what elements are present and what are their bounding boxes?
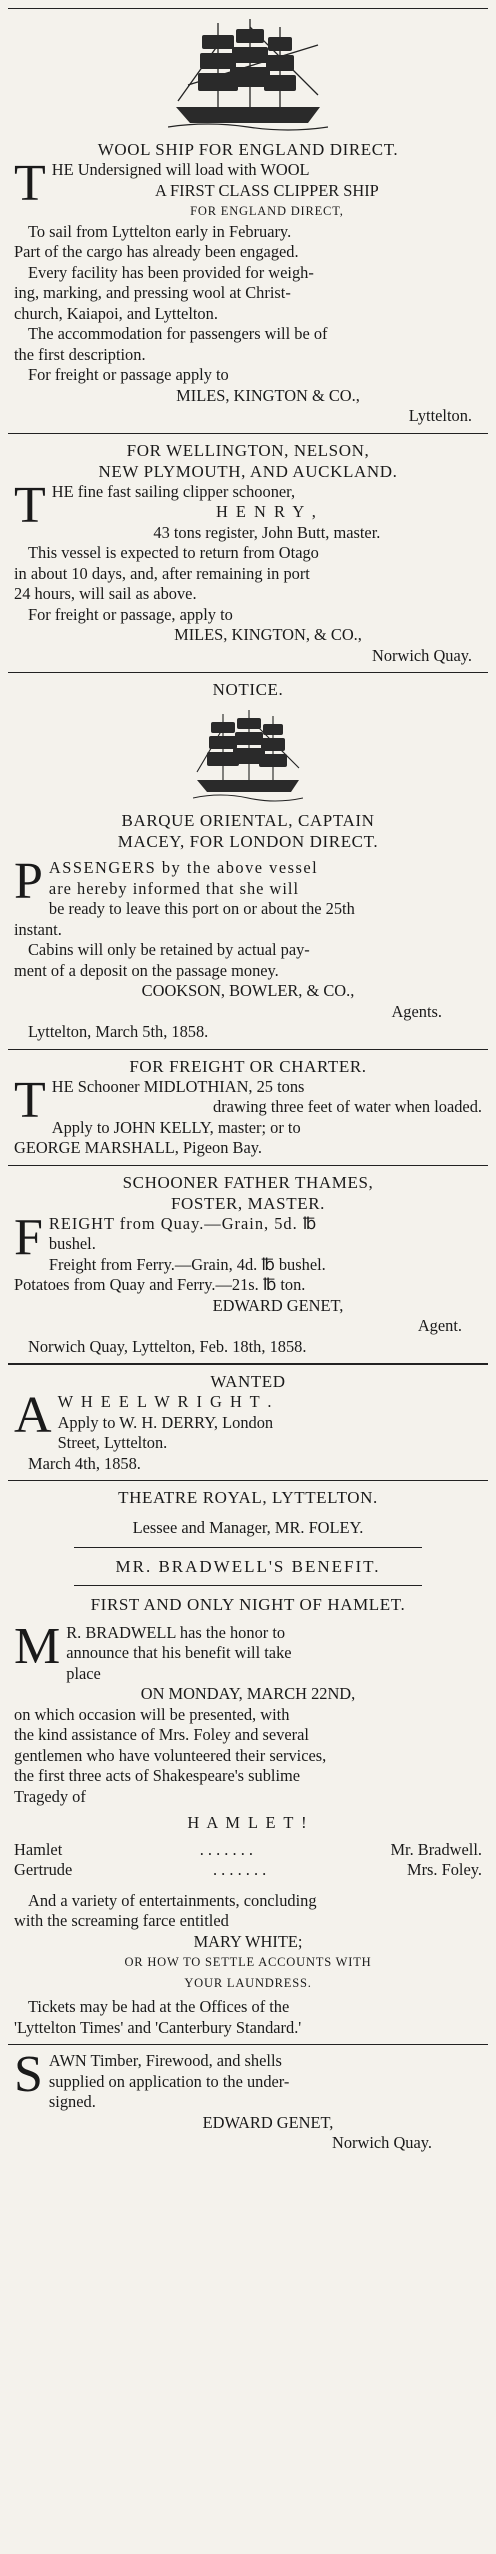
ad-line: gentlemen who have volunteered their services,: [14, 1745, 327, 1765]
ad-line: Cabins will only be retained by actual pay-: [28, 940, 310, 959]
ad-line: drawing three feet of water when loaded.: [213, 1097, 482, 1116]
ad-heading: FOR FREIGHT OR CHARTER.: [129, 1056, 367, 1076]
cast-row: [14, 1840, 482, 1861]
ad-line: For freight or passage apply to: [28, 365, 229, 384]
farce-subtitle: OR HOW TO SETTLE ACCOUNTS WITH: [124, 1955, 372, 1969]
ad-line: with the screaming farce entitled: [14, 1911, 229, 1930]
wheelwright-wanted-advertisement: [8, 1371, 488, 1474]
ad-line: church, Kaiapoi, and Lyttelton.: [14, 303, 218, 323]
ad-heading: FOSTER, MASTER.: [171, 1193, 325, 1213]
ship-illustration-icon: [193, 708, 303, 804]
notice-heading: NOTICE.: [212, 680, 284, 699]
ad-line: be ready to leave this port on or about the 25th: [48, 899, 355, 918]
ad-place: Norwich Quay.: [332, 2133, 432, 2152]
ad-line: ON MONDAY, MARCH 22ND,: [140, 1684, 356, 1703]
drop-cap: S: [14, 2046, 43, 2103]
ad-heading: THEATRE ROYAL, LYTTELTON.: [118, 1488, 378, 1507]
ad-heading: NEW PLYMOUTH, AND AUCKLAND.: [98, 461, 398, 481]
ad-line: Apply to W. H. DERRY, London: [57, 1412, 274, 1432]
ad-heading: WANTED: [210, 1372, 286, 1391]
ad-signer: EDWARD GENET,: [202, 2112, 334, 2132]
divider: [74, 1547, 422, 1548]
ad-signer: MILES, KINGTON, & CO.,: [174, 625, 362, 644]
divider: [8, 672, 488, 673]
ad-heading: MACEY, FOR LONDON DIRECT.: [117, 832, 379, 851]
ad-date: Norwich Quay, Lyttelton, Feb. 18th, 1858.: [28, 1336, 307, 1356]
benefit-heading: MR. BRADWELL'S BENEFIT.: [115, 1556, 381, 1576]
drop-cap: F: [14, 1208, 43, 1266]
ad-line: the kind assistance of Mrs. Foley and several: [14, 1725, 309, 1744]
farce-title: MARY WHITE;: [193, 1931, 303, 1951]
divider: [8, 1049, 488, 1050]
ad-line: instant.: [14, 919, 62, 939]
ad-line: the first description.: [14, 344, 146, 364]
barque-oriental-advertisement: [8, 679, 488, 1043]
ad-place: Norwich Quay.: [372, 645, 472, 665]
ad-line: 'Lyttelton Times' and 'Canterbury Standard.': [14, 2017, 302, 2037]
divider: [8, 1480, 488, 1481]
ad-line: GEORGE MARSHALL, Pigeon Bay.: [14, 1138, 262, 1157]
ad-line: signed.: [48, 2092, 96, 2111]
play-title: H A M L E T !: [187, 1813, 309, 1832]
cast-dots: . . . . . . .: [199, 1839, 253, 1859]
ad-heading: WOOL SHIP FOR ENGLAND DIRECT.: [97, 140, 399, 159]
top-rule: [8, 8, 488, 9]
ad-line: on which occasion will be presented, with: [14, 1704, 290, 1724]
ad-line: ment of a deposit on the passage money.: [14, 960, 279, 980]
ad-line: W H E E L W R I G H T .: [57, 1392, 274, 1411]
wool-ship-advertisement: [8, 15, 488, 427]
ship-illustration-icon: [168, 15, 328, 135]
ad-line: H E N R Y ,: [215, 502, 318, 521]
ad-role: Agent.: [417, 1316, 462, 1335]
ad-place: Lyttelton.: [408, 406, 472, 425]
henry-schooner-advertisement: [8, 440, 488, 667]
ad-line: HE Schooner MIDLOTHIAN, 25 tons: [51, 1076, 305, 1096]
ad-line: This vessel is expected to return from Otago: [28, 543, 319, 562]
ad-heading: SCHOONER FATHER THAMES,: [122, 1172, 374, 1192]
ad-line: 24 hours, will sail as above.: [14, 584, 197, 603]
drop-cap: T: [14, 155, 46, 212]
divider: [8, 2044, 488, 2045]
ad-line: in about 10 days, and, after remaining in port: [14, 563, 310, 583]
drop-cap: T: [14, 476, 46, 534]
divider: [74, 1585, 422, 1586]
ad-line: A FIRST CLASS CLIPPER SHIP: [154, 180, 379, 200]
drop-cap: M: [14, 1617, 61, 1675]
ad-signer: MILES, KINGTON & CO.,: [176, 385, 360, 405]
cast-actor: Mr. Bradwell.: [390, 1839, 482, 1859]
ad-heading: FOR WELLINGTON, NELSON,: [126, 440, 370, 460]
drop-cap: T: [14, 1071, 46, 1129]
divider: [8, 433, 488, 434]
ad-line: 43 tons register, John Butt, master.: [153, 522, 381, 542]
ad-line: REIGHT from Quay.—Grain, 5d. ℔: [48, 1213, 318, 1233]
newspaper-column: [8, 0, 488, 2554]
theatre-royal-advertisement: [8, 1487, 488, 2038]
cast-actor: Mrs. Foley.: [407, 1860, 482, 1879]
ad-line: For freight or passage, apply to: [28, 604, 233, 624]
drop-cap: A: [14, 1387, 52, 1444]
cast-role: Hamlet: [14, 1839, 63, 1859]
ad-line: Apply to JOHN KELLY, master; or to: [51, 1117, 301, 1137]
farce-subtitle: YOUR LAUNDRESS.: [184, 1975, 312, 1990]
ad-date: Lyttelton, March 5th, 1858.: [28, 1022, 209, 1041]
ad-line: the first three acts of Shakespeare's sublime: [14, 1766, 301, 1785]
ad-line: Part of the cargo has already been engaged.: [14, 242, 299, 261]
ad-line: HE fine fast sailing clipper schooner,: [51, 481, 296, 501]
ad-line: Freight from Ferry.—Grain, 4d. ℔ bushel.: [48, 1254, 326, 1274]
ad-heading: BARQUE ORIENTAL, CAPTAIN: [121, 811, 375, 830]
ad-line: ASSENGERS by the above vessel: [48, 858, 319, 877]
ad-line: bushel.: [48, 1234, 96, 1253]
ad-line: FOR ENGLAND DIRECT,: [190, 204, 344, 218]
ad-line: supplied on application to the under-: [48, 2071, 290, 2091]
ad-line: To sail from Lyttelton early in February.: [28, 221, 292, 241]
ad-line: R. BRADWELL has the honor to: [66, 1622, 286, 1642]
cast-role: Gertrude: [14, 1860, 73, 1879]
ad-line: Tickets may be had at the Offices of the: [28, 1997, 290, 2016]
ad-line: announce that his benefit will take: [66, 1643, 292, 1662]
ad-line: Every facility has been provided for weigh-: [28, 262, 314, 282]
ad-line: ing, marking, and pressing wool at Christ-: [14, 283, 291, 302]
ad-line: Tragedy of: [14, 1786, 86, 1806]
first-night-heading: FIRST AND ONLY NIGHT OF HAMLET.: [90, 1594, 406, 1614]
drop-cap: P: [14, 853, 43, 910]
cast-dots: . . . . . . .: [212, 1860, 267, 1879]
sawn-timber-advertisement: [8, 2046, 488, 2154]
ad-line: And a variety of entertainments, concluding: [28, 1890, 317, 1910]
ad-line: March 4th, 1858.: [28, 1453, 141, 1473]
ad-signer: COOKSON, BOWLER, & CO.,: [141, 981, 355, 1000]
father-thames-advertisement: [8, 1172, 488, 1358]
ad-line: Street, Lyttelton.: [57, 1433, 168, 1452]
divider: [8, 1165, 488, 1166]
cast-row: [14, 1860, 482, 1881]
ad-signer: EDWARD GENET,: [212, 1295, 344, 1315]
ad-line: are hereby informed that she will: [48, 878, 300, 898]
ad-line: The accommodation for passengers will be of: [28, 324, 328, 343]
divider: [8, 1363, 488, 1365]
ad-role: Agents.: [391, 1001, 442, 1021]
ad-line: HE Undersigned will load with WOOL: [51, 160, 310, 179]
midlothian-advertisement: [8, 1056, 488, 1159]
ad-line: AWN Timber, Firewood, and shells: [48, 2051, 282, 2070]
ad-subheading: Lessee and Manager, MR. FOLEY.: [132, 1518, 364, 1537]
ad-line: place: [66, 1663, 101, 1683]
ad-line: Potatoes from Quay and Ferry.—21s. ℔ ton.: [14, 1275, 306, 1294]
